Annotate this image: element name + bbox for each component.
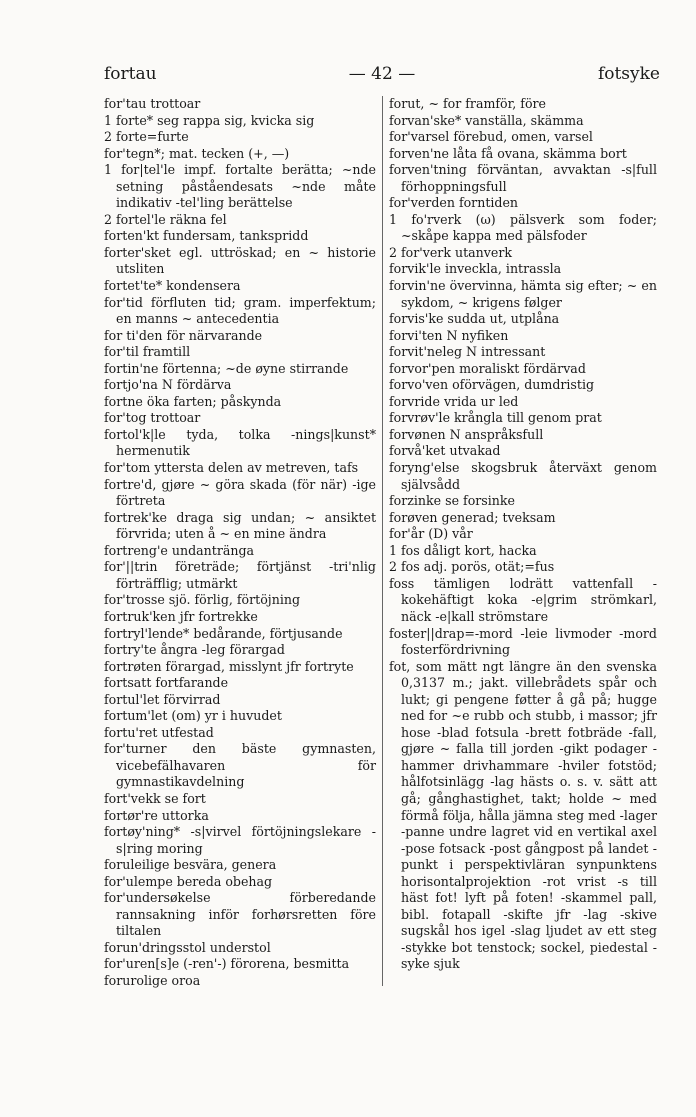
dictionary-entry: forvan'ske* vanställa, skämma: [389, 112, 584, 128]
dictionary-entry: fortum'let (om) yr i huvudet: [104, 708, 282, 724]
dictionary-entry: forvønen N anspråksfull: [389, 426, 544, 442]
dictionary-entry: for'verden forntiden: [389, 195, 519, 211]
dictionary-entry: forut, ~ for framför, före: [389, 96, 546, 111]
dictionary-entry: for'år (D) vår: [389, 526, 473, 542]
dictionary-entry: for ti'den för närvarande: [104, 327, 263, 343]
dictionary-entry: fortør're uttorka: [104, 807, 209, 823]
dictionary-entry: forvrøv'le krångla till genom prat: [389, 410, 602, 426]
dictionary-entry: forven'ne låta få ovana, skämma bort: [389, 145, 627, 161]
right-column: [389, 96, 657, 973]
dictionary-entry: foss tämligen lodrätt vattenfall -kokehäftigt koka -e|grim strömkarl, näck -e|kall strömstare: [389, 575, 657, 624]
dictionary-entry: fort'vekk se fort: [104, 790, 206, 806]
dictionary-entry: for'varsel förebud, omen, varsel: [389, 129, 593, 145]
dictionary-entry: for'tid förfluten tid; gram. imperfektum; en manns ~ antecedentia: [104, 294, 376, 327]
dictionary-entry: forten'kt fundersam, tankspridd: [104, 228, 309, 244]
dictionary-entry: fortne öka farten; påskynda: [104, 393, 282, 409]
dictionary-entry: for'turner den bäste gymnasten, vicebefälhavaren för gymnastikavdelning: [104, 741, 376, 790]
dictionary-entry: fortin'ne förtenna; ~de øyne stirrande: [104, 360, 349, 376]
dictionary-entry: forun'dringsstol understol: [104, 939, 271, 955]
dictionary-entry: 2 fos adj. porös, otät;=fus: [389, 559, 555, 575]
dictionary-entry: forvis'ke sudda ut, utplåna: [389, 311, 560, 327]
dictionary-entry: foryng'else skogsbruk återväxt genom självsådd: [389, 460, 657, 492]
dictionary-entry: fortet'te* kondensera: [104, 278, 241, 294]
dictionary-entry: for'||trin företräde; förtjänst -tri'nlig förträfflig; utmärkt: [104, 559, 376, 591]
dictionary-entry: forvo'ven oförvägen, dumdristig: [389, 377, 595, 393]
dictionary-entry: fortrek'ke draga sig undan; ~ ansiktet förvrida; uten å ~ en mine ändra: [104, 509, 376, 542]
dictionary-entry: fortruk'ken jfr fortrekke: [104, 608, 258, 624]
dictionary-entry: forvor'pen moraliskt fördärvad: [389, 360, 586, 376]
dictionary-entry: 1 fos dåligt kort, hacka: [389, 542, 537, 558]
dictionary-entry: 1 forte* seg rappa sig, kvicka sig: [104, 112, 315, 128]
dictionary-entry: fortsatt fortfarande: [104, 675, 229, 691]
dictionary-entry: fortre'd, gjøre ~ göra skada (för när) -ige förtreta: [104, 476, 376, 509]
dictionary-entry: forurolige oroa: [104, 972, 201, 988]
dictionary-entry: forzinke se forsinke: [389, 493, 515, 509]
left-guide-word: fortau: [104, 64, 157, 84]
dictionary-entry: 2 fortel'le räkna fel: [104, 211, 227, 227]
dictionary-entry: fortol'k|le tyda, tolka -nings|kunst* hermenutik: [104, 426, 376, 459]
dictionary-entry: forvride vrida ur led: [389, 393, 519, 409]
dictionary-entry: fortrøten förargad, misslynt jfr fortryte: [104, 658, 354, 674]
dictionary-entry: 2 for'verk utanverk: [389, 244, 512, 260]
dictionary-entry: 2 forte=furte: [104, 129, 189, 145]
dictionary-entry: for'tom yttersta delen av metreven, tafs: [104, 460, 359, 476]
page-header: [104, 64, 660, 88]
dictionary-entry: forven'tning förväntan, avvaktan -s|full förhoppningsfull: [389, 162, 657, 194]
dictionary-entry: for'til framtill: [104, 344, 191, 360]
dictionary-entry: foruleilige besvära, genera: [104, 857, 277, 873]
dictionary-entry: 1 for|tel'le impf. fortalte berätta; ~nde setning påståendesats ~nde måte indikativ -tel'ling berättelse: [104, 162, 376, 211]
dictionary-entry: fortryl'lende* bedårande, förtjusande: [104, 625, 343, 641]
dictionary-entry: for'tegn*; mat. tecken (+, —): [104, 145, 290, 161]
dictionary-entry: for'ulempe bereda obehag: [104, 873, 273, 889]
right-guide-word: fotsyke: [597, 64, 660, 84]
dictionary-entry: fortul'let förvirrad: [104, 691, 221, 707]
dictionary-entry: forvi'ten N nyfiken: [389, 327, 509, 343]
dictionary-entry: forvit'neleg N intressant: [389, 344, 546, 360]
dictionary-entry: forvin'ne övervinna, hämta sig efter; ~ en sykdom, ~ krigens følger: [389, 278, 657, 310]
dictionary-entry: for'uren[s]e (-ren'-) förorena, besmitta: [104, 956, 350, 972]
left-column: [104, 96, 376, 990]
dictionary-entry: forter'sket egl. uttröskad; en ~ historie utsliten: [104, 244, 376, 277]
dictionary-entry: 1 fo'rverk (ω) pälsverk som foder; ~skåpe kappa med pälsfoder: [389, 211, 657, 244]
page-number: — 42 —: [348, 64, 416, 84]
dictionary-entry: forvå'ket utvakad: [389, 443, 501, 459]
dictionary-entry: fot, som mätt ngt längre än den svenska 0,3137 m.; jakt. villebrådets spår och lukt; gi pengene føtter å gå på; hugge ned for ~e rubb och stubb, i massor; jfr hose -blad fotsula -brett fotbräde -fall, gjøre ~ falla till jorden -gikt podager -hammer drivhammare -hviler fotstöd; hålfotsinlägg -lag hästs o. s. v. sätt att gå; gånghastighet, takt; holde ~ med förmå följa, hålla jämna steg med -lager -panne undre lagret vid en vertikal axel -pose fotsack -post gångpost på landet -punkt i perspektivläran synpunktens horisontalprojektion -rot vrist -s till häst fot! lyft på foten! -skammel pall, bibl. fotapall -skifte jfr -lag -skive sugskål hos igel -slag ljudet av ett steg -stykke bot tenstock; sockel, piedestal -syke sjuk: [389, 658, 657, 972]
dictionary-entry: fortreng'e undanträngа: [104, 542, 255, 558]
dictionary-entry: forvik'le inveckla, intrassla: [389, 261, 562, 277]
dictionary-entry: fortøy'ning* -s|virvel förtöjningslekare -s|ring moring: [104, 824, 376, 856]
dictionary-entry: fortry'te ångra -leg förargad: [104, 642, 285, 658]
dictionary-entry: fortjo'na N fördärva: [104, 377, 232, 393]
dictionary-entry: foster||drap=-mord -leie livmoder -mord fosterfördrivning: [389, 625, 657, 658]
dictionary-entry: for'trosse sjö. förlig, förtöjning: [104, 592, 301, 608]
dictionary-entry: fortu'ret utfestad: [104, 724, 214, 740]
dictionary-entry: forøven generad; tveksam: [389, 509, 556, 525]
dictionary-entry: for'tog trottoar: [104, 410, 201, 426]
dictionary-entry: for'tau trottoar: [104, 96, 201, 111]
dictionary-entry: for'undersøkelse förberedande rannsakning inför forhørsretten före tiltalen: [104, 890, 376, 939]
column-divider: [382, 96, 383, 986]
